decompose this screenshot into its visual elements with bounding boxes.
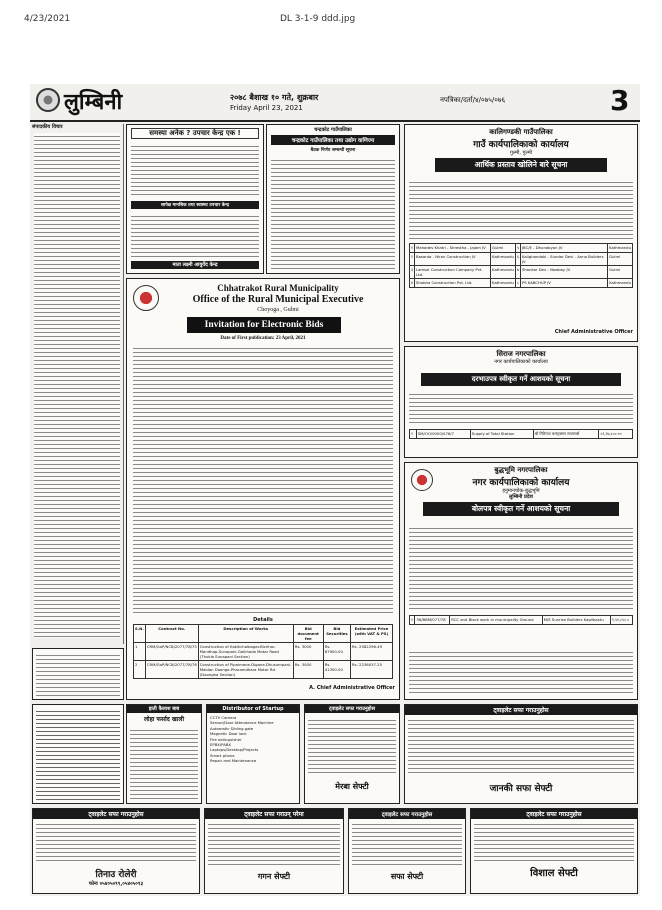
chandrakot-notice	[266, 124, 400, 274]
center-health-ad	[126, 124, 264, 274]
bid-office-name: Office of the Rural Municipal Executive	[192, 294, 364, 305]
ad-banner: माता लक्ष्मी आयुर्वेद केन्द्र	[131, 261, 259, 269]
cell: Rs. 41300.00	[323, 661, 350, 679]
ad-body-text	[36, 708, 120, 800]
toilet-cleaning-ad	[304, 704, 400, 804]
cell: Kathmandu	[491, 266, 516, 279]
col-contract: Contract No.	[145, 625, 198, 643]
list-item: Magnetic Door lock	[210, 731, 247, 737]
security-device-ad	[206, 704, 300, 804]
supply-table	[409, 429, 633, 439]
cell: श्री गिरिराज कन्स्ट्रक्सन सप्लायर्स	[533, 430, 599, 439]
notice-location: गुल्मी, गुल्मी	[509, 150, 533, 156]
cell: 36/BBM/077/78	[415, 616, 450, 625]
notice-org: सिराज नगरपालिका	[496, 350, 546, 358]
notice-subtitle: बैठक निर्णय सम्बन्धी सूचना	[310, 148, 356, 153]
cell: Shobha Construction Pvt. Ltd.	[414, 279, 490, 288]
cell: १,५१,८५८.०	[610, 616, 632, 625]
cell: १	[410, 616, 415, 625]
ad-body-text	[36, 821, 196, 863]
ad-title: हाती कैलाश बाब	[127, 705, 201, 713]
nepal-emblem-icon	[133, 285, 159, 311]
col-security: Bid Securities	[323, 625, 350, 643]
nepal-emblem-icon	[411, 469, 433, 491]
cell: RCC and Black work in municipality Ground	[450, 616, 542, 625]
ad-body-text	[131, 143, 259, 197]
table-row	[134, 661, 393, 679]
notice-title: आर्थिक प्रस्ताव खोलिने बारे सूचना	[435, 158, 607, 172]
cell: ३	[410, 266, 415, 279]
cell: Rs. 67900.00	[323, 643, 350, 661]
bid-signature: A. Chief Administrative Officer	[309, 685, 395, 691]
bid-title: Invitation for Electronic Bids	[187, 317, 341, 333]
table-row	[410, 244, 633, 253]
ad-company-name: सफा सेफ्टी	[390, 872, 424, 881]
ad-subtitle: लोहा फर्साद खाली	[143, 716, 185, 723]
toilet-cleaning-ad	[32, 808, 200, 894]
masthead	[30, 84, 640, 122]
ad-body-text	[208, 821, 340, 867]
ad-body-text	[130, 727, 198, 801]
notice-sub: हनुमानचोक-बुद्धभूमि	[502, 488, 540, 494]
col-description: Description of Works	[198, 625, 293, 643]
bidder-table	[409, 243, 633, 288]
notice-office: गाउँ कार्यपालिकाको कार्यालय	[473, 140, 569, 150]
cell: ६	[515, 253, 520, 266]
cell: Gulmi	[491, 244, 516, 253]
newspaper-logo-icon	[36, 88, 60, 112]
list-item: Smart phone	[210, 752, 235, 758]
table-row	[410, 253, 633, 266]
cell: Shankar Dev - Nowbay JV	[520, 266, 607, 279]
notice-body-text	[409, 179, 633, 239]
left-ad-2	[32, 704, 124, 804]
bid-location: Choyoga , Gulmi	[257, 307, 299, 313]
ad-company-name: गगन सेफ्टी	[257, 872, 291, 881]
bid-body-text	[133, 345, 393, 615]
list-item: Automatic Sliding gate	[210, 725, 254, 731]
cell: Rs. 2582296.49	[351, 643, 393, 661]
cell: Kathmandu	[491, 279, 516, 288]
cell: JBC/E - Dhunabyon JV	[520, 244, 607, 253]
cell: CRM/GoP/NCB/2077/78/75	[145, 643, 198, 661]
notice-title: बोलपत्र स्वीकृत गर्ने आशयको सूचना	[423, 502, 619, 516]
ad-company-name: जानकी सफा सेफ्टी	[489, 784, 553, 794]
cell: SM/OO/0000/076/7	[416, 430, 470, 439]
ad-body-text	[352, 821, 462, 867]
table-row	[410, 616, 633, 625]
ad-company-name: तिनाउ रोलेरी	[95, 870, 137, 880]
cell: Kathmandu	[608, 244, 633, 253]
notice-org: चन्द्रकोट गाउँपालिका	[314, 127, 352, 133]
print-filename: DL 3-1-9 ddd.jpg	[280, 14, 356, 24]
issue-date-np: २०७८ बैशाख १० गते, शुक्रबार	[230, 93, 319, 102]
ad-title: Distributor of Startup	[207, 705, 299, 713]
bid-table-header	[134, 625, 393, 643]
cell: PS KABCHUP JV	[520, 279, 607, 288]
table-row	[410, 279, 633, 288]
list-item: Repair and Maintenance	[210, 758, 257, 764]
bid-details-heading: Details	[253, 617, 273, 623]
notice-office: नगर कार्यपालिकाको कार्यालय	[472, 478, 570, 488]
col-estimate: Estimated Price (with VAT & PS)	[351, 625, 393, 643]
notice-body-text	[409, 391, 633, 425]
toilet-cleaning-ad	[404, 704, 638, 804]
cell: Gulmi	[608, 266, 633, 279]
electronic-bid-notice	[126, 278, 400, 700]
ad-body-text	[474, 821, 634, 861]
cell: ४	[410, 279, 415, 288]
list-item: Sensor/Door Attendance Machine	[210, 720, 274, 726]
toilet-cleaning-ad	[470, 808, 638, 894]
ad-title: ट्वाइलेट सफा गराउनुहोस	[305, 705, 399, 713]
registration-number: नपत्रिका/दर्ता/४/०७५/०७६	[440, 96, 506, 104]
table-row	[134, 643, 393, 661]
ad-title: ट्वाइलेट सफा गराउनुहोस	[33, 809, 199, 819]
editorial-heading: संपादकीय विचार	[32, 124, 63, 130]
cell: Kathmandu	[608, 279, 633, 288]
cell: M/S Sunrise Builders Kapilbastu	[542, 616, 610, 625]
ad-title: ट्वाइलेट सफा गराउनुहोस	[405, 705, 637, 715]
ad-body-text	[36, 652, 120, 696]
col-sn: S.N.	[134, 625, 146, 643]
notice-body-text	[271, 157, 395, 269]
bid-publication-date: Date of First publication: 23 April, 2021	[220, 336, 306, 341]
ad-company-name: मेरबा सेफ्टी	[335, 782, 369, 791]
ad-company-name: विशाल सेफ्टी	[530, 868, 578, 879]
left-ad-3	[126, 704, 202, 804]
cell: ८९,२७,८००.००	[599, 430, 633, 439]
cell: Supply of Total Station	[470, 430, 533, 439]
cell: Kalighandaki - Sundar Devi - Anna Builders JV	[520, 253, 607, 266]
col-doc-fee: Bid document fee	[293, 625, 323, 643]
newspaper-brand: लुम्बिनी	[64, 89, 123, 115]
bid-org-name: Chhatrakot Rural Municipality	[217, 283, 339, 293]
cell: CRM/GoP/NCB/2077/78/76	[145, 661, 198, 679]
notice-location: लुम्बिनी प्रदेश	[509, 494, 533, 500]
ad-item-list	[207, 713, 299, 766]
ad-title: ट्वाइलेट सफा गराउनुहोस	[349, 809, 465, 819]
cell: २	[410, 253, 415, 266]
table-row	[410, 430, 633, 439]
notice-body-text	[409, 525, 633, 611]
list-item: Laptops/Desktop/Projects	[210, 747, 259, 753]
kaligandaki-notice	[404, 124, 638, 342]
print-date: 4/23/2021	[24, 14, 71, 24]
bid-details-table	[133, 624, 393, 679]
cell: १	[410, 430, 417, 439]
ad-title: ट्वाइलेट सफा गराउन् परेमा	[205, 809, 343, 819]
cell: ५	[515, 244, 520, 253]
list-item: CCTV Camera	[210, 715, 237, 720]
cell: ७	[515, 266, 520, 279]
page-number: 3	[610, 84, 630, 117]
notice-org: कालिगण्डकी गाउँपालिका	[489, 128, 553, 136]
toilet-cleaning-ad	[204, 808, 344, 894]
table-row	[410, 266, 633, 279]
column-body-text	[34, 133, 120, 638]
cell: Basanta - Nirav Construction JV	[414, 253, 490, 266]
list-item: Fire extinguisher	[210, 736, 242, 742]
notice-office: नगर कार्यपालिकाको कार्यालय	[494, 359, 548, 365]
newspaper-page	[30, 84, 640, 896]
cell: ८	[515, 279, 520, 288]
notice-signature: Chief Administrative Officer	[554, 329, 633, 335]
ad-banner: सापेक्ष मानसिक तथा स्वास्थ्य उपचार केन्द्र	[131, 201, 259, 209]
notice-org: बुद्धभूमि नगरपालिका	[494, 466, 548, 474]
ad-body-text	[408, 717, 634, 775]
cell: Construction of Pipalmane-Digane-Dhusumpani-Maidan Doonga-Pharamdhara Motor Rd. (Doongha Section)	[199, 662, 292, 677]
cell: Mahadev Khatri - Shrestha - Jajam JV	[414, 244, 490, 253]
cell: Rs. 2236037.25	[351, 661, 393, 679]
cell: Lamsal Construction Company Pvt. Ltd.	[414, 266, 490, 279]
ad-title: समस्या अनेक ? उपचार केन्द्र एक !	[131, 128, 259, 139]
cell: 1	[134, 643, 146, 661]
ad-phone: फोनः ०५४०५०९९,०५४०५०९३	[88, 881, 144, 887]
siraj-notice	[404, 346, 638, 458]
notice-title: चन्द्रकोट गाउँपालिका तथा उद्योग वाणिज्य	[271, 135, 395, 145]
ad-title: ट्वाइलेट सफा गराउनुहोस	[471, 809, 637, 819]
left-text-column	[32, 124, 124, 644]
cell: Rs. 3000	[293, 661, 323, 679]
cell: Kathmandu	[491, 253, 516, 266]
list-item: EPBX/PABX	[210, 742, 232, 748]
ad-body-text	[308, 717, 396, 775]
buddhabhumi-notice	[404, 462, 638, 700]
issue-date-en: Friday April 23, 2021	[230, 104, 303, 112]
cell: Gulmi	[608, 253, 633, 266]
left-ad-1	[32, 648, 124, 700]
contract-table	[409, 615, 633, 625]
toilet-cleaning-ad	[348, 808, 466, 894]
cell: 2	[134, 661, 146, 679]
cell: Rs. 3000	[293, 643, 323, 661]
notice-title: दरभाउपत्र स्वीकृत गर्ने आशयको सूचना	[421, 373, 621, 386]
notice-body-text	[409, 649, 633, 695]
ad-body-text	[131, 213, 259, 257]
cell: १	[410, 244, 415, 253]
cell: Construction of Kakikchalbagar-Bichhar-Mandhap-Sunapani-Galkhada Motar Road (Thukla Sunapani Section)	[198, 643, 293, 661]
